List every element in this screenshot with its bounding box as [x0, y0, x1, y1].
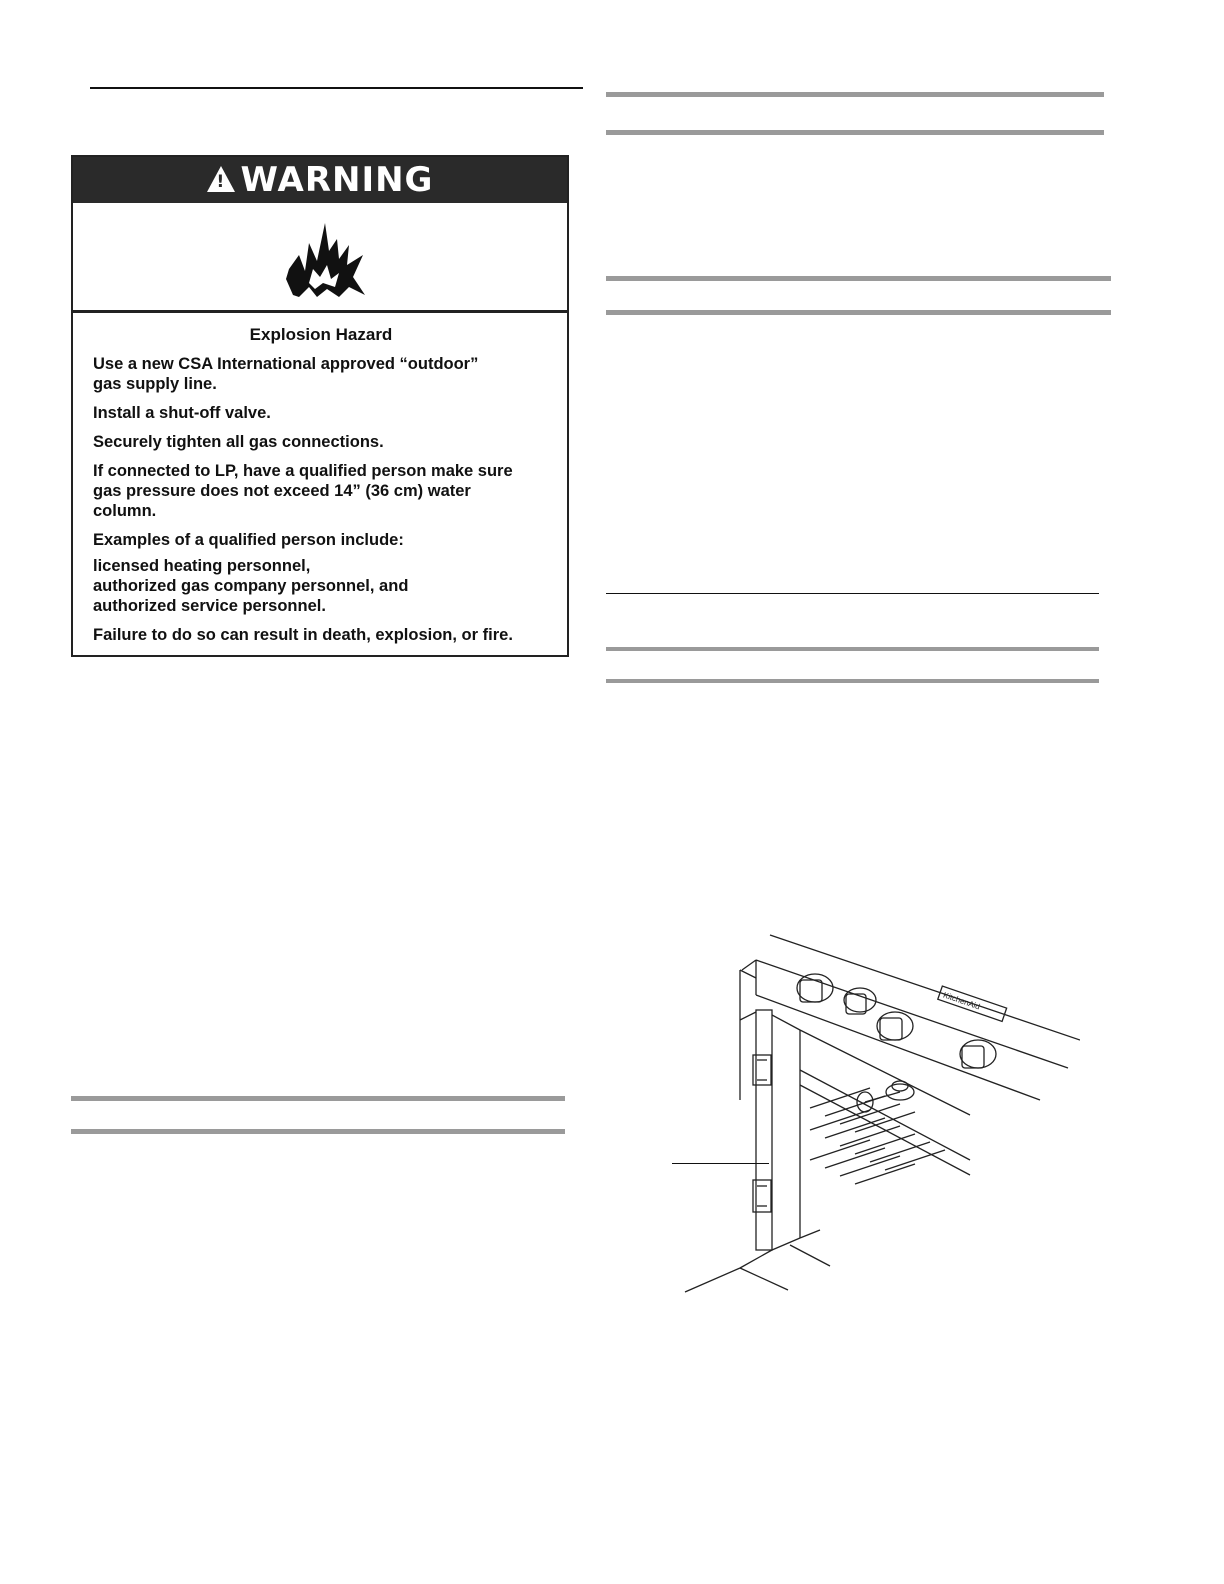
- warning-line: Examples of a qualified person include:: [93, 531, 404, 549]
- warning-header: [73, 157, 567, 203]
- warning-line: Use a new CSA International approved “outdoor” gas supply line.: [93, 355, 479, 393]
- knob: [960, 1040, 996, 1068]
- explosion-warning-box: [71, 155, 569, 657]
- warning-line: licensed heating personnel, authorized gas company personnel, and authorized service personnel.: [93, 557, 409, 615]
- knob: [877, 1012, 913, 1040]
- hazard-symbol-area: [73, 203, 567, 310]
- side-panel: [756, 1010, 772, 1250]
- warning-line: Securely tighten all gas connections.: [93, 433, 384, 451]
- hazard-title: Explosion Hazard: [249, 325, 393, 344]
- section-rule-right-3: [606, 593, 1099, 594]
- section-rule-top-left: [90, 87, 583, 89]
- warning-triangle-icon: [207, 166, 235, 192]
- section-rule-right-2a: [606, 276, 1111, 281]
- warning-line: Failure to do so can result in death, explosion, or fire.: [93, 626, 513, 644]
- brand-plate-text: KitchenAid: [942, 990, 982, 1012]
- section-rule-left-2a: [71, 1096, 565, 1101]
- section-rule-right-1a: [606, 92, 1104, 97]
- grill-cabinet-illustration: [660, 920, 1080, 1300]
- warning-line: Install a shut-off valve.: [93, 404, 271, 422]
- section-rule-right-1b: [606, 130, 1104, 135]
- section-rule-left-2b: [71, 1129, 565, 1134]
- warning-line: If connected to LP, have a qualified person make sure gas pressure does not exceed 14” (36 cm) water column.: [93, 462, 513, 520]
- section-rule-right-4b: [606, 679, 1099, 683]
- knob: [797, 974, 833, 1002]
- warning-separator: [73, 310, 567, 313]
- warning-body: [93, 325, 549, 654]
- warning-title: WARNING: [240, 160, 434, 200]
- section-rule-right-4a: [606, 647, 1099, 651]
- side-panel-callout-line: [672, 1163, 769, 1164]
- explosion-icon: [73, 203, 571, 310]
- panel-top-edge: [770, 935, 1080, 1040]
- section-rule-right-2b: [606, 310, 1111, 315]
